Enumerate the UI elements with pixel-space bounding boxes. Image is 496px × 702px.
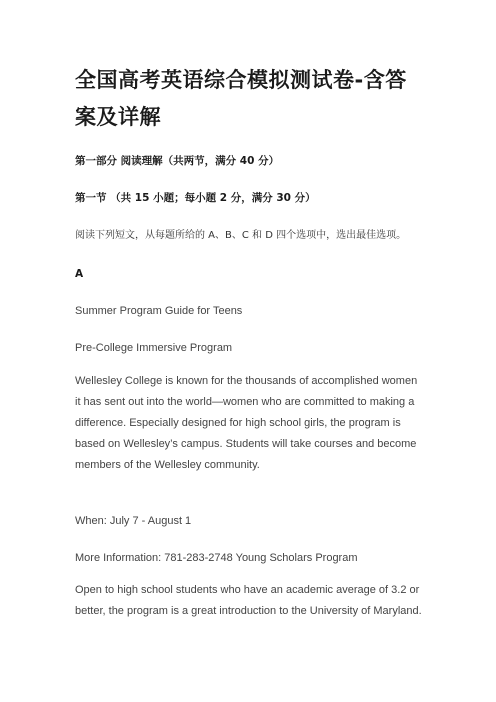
part-heading: 第一部分 阅读理解（共两节，满分 40 分） xyxy=(75,155,280,167)
program-description: Wellesley College is known for the thousands of accomplished women it has sent out into the world—women who are committed to making a difference. Especially designed for high school girls, the program is based on Wellesley’s campus. Students will take courses and become members of the Wellesley community. xyxy=(75,375,418,471)
instructions: 阅读下列短文，从每题所给的 A、B、C 和 D 四个选项中，选出最佳选项。 xyxy=(75,230,407,241)
guide-title: Summer Program Guide for Teens xyxy=(75,305,243,317)
program-dates: When: July 7 - August 1 xyxy=(75,515,192,527)
section-heading: 第一节 （共 15 小题；每小题 2 分，满分 30 分） xyxy=(75,192,316,204)
program-description-2: Open to high school students who have an academic average of 3.2 or better, the program is a great introduction to the University of Maryland. xyxy=(75,584,422,617)
document-title: 全国高考英语综合模拟测试卷-含答案及详解 xyxy=(75,68,407,129)
program-name: Pre-College Immersive Program xyxy=(75,342,233,354)
program-contact: More Information: 781-283-2748 Young Scholars Program xyxy=(75,552,358,564)
passage-label: A xyxy=(75,268,84,280)
